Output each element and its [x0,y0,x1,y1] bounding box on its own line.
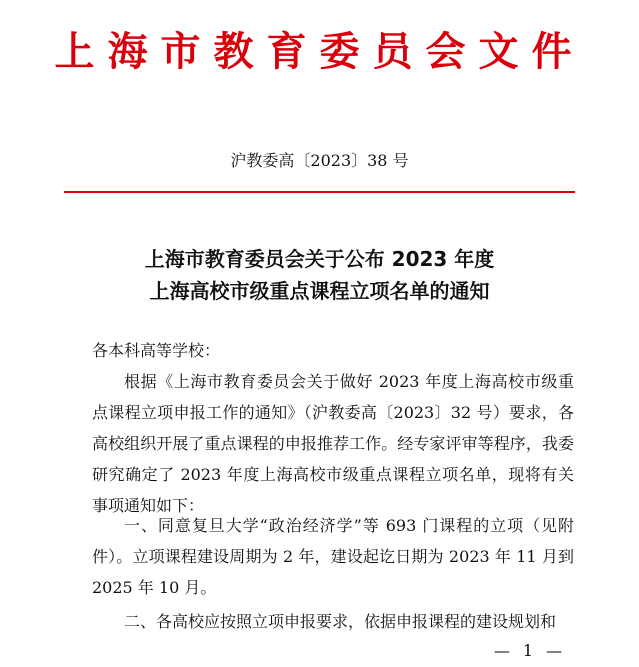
body-paragraph-3: 二、各高校应按照立项申报要求，依据申报课程的建设规划和 [124,612,557,631]
document-title-line-1: 上海市教育委员会关于公布 2023 年度 [144,247,495,271]
document-header-title: 上海市教育委员会文件 [54,29,585,75]
body-paragraph-2: 一、同意复旦大学“政治经济学”等 693 门课程的立项（见附件）。立项课程建设周期为 2 年，建设起讫日期为 2023 年 11 月到 2025 年 10 月。 [92,516,574,597]
page-number: — 1 — [493,641,567,660]
red-divider-line [64,191,575,193]
body-paragraph-1: 根据《上海市教育委员会关于做好 2023 年度上海高校市级重点课程立项申报工作的通知》（沪教委高〔2023〕32 号）要求，各高校组织开展了重点课程的申报推荐工作。经专家评审等程序，我委研究确定了 2023 年度上海高校市级重点课程立项名单，现将有关事项通知如下： [92,372,574,515]
document-number: 沪教委高〔2023〕38 号 [230,151,409,170]
document-title-line-2: 上海高校市级重点课程立项名单的通知 [149,279,490,303]
salutation: 各本科高等学校： [92,341,221,360]
